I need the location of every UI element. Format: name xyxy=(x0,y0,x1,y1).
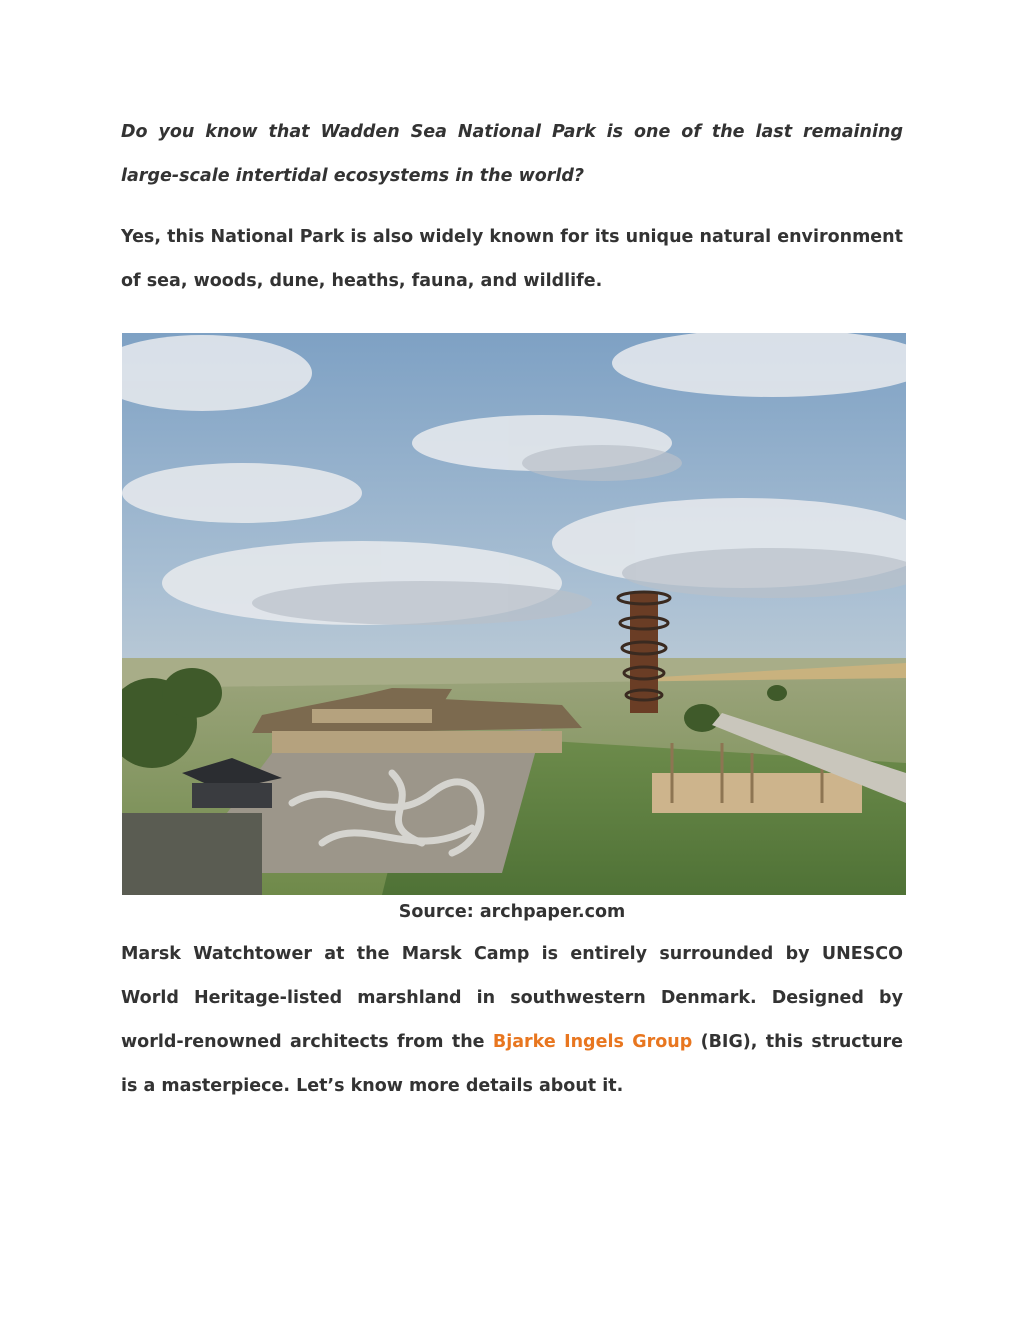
watchtower-photo xyxy=(122,333,906,895)
marsk-text-end: (BIG), this structure is a masterpiece. Let’s know more details about it. xyxy=(121,1032,903,1096)
bjarke-ingels-group-link[interactable]: Bjarke Ingels Group xyxy=(492,1032,693,1052)
intro-paragraph: Yes, this National Park is also widely known for its unique natural environment of sea, woods, dune, heaths, fauna, and wildlife. xyxy=(121,227,903,291)
question-paragraph: Do you know that Wadden Sea National Park is one of the last remaining large-scale intertidal ecosystems in the world? xyxy=(121,122,903,186)
image-caption: Source: archpaper.com xyxy=(398,902,626,922)
marsk-text-start: Marsk Watchtower at the Marsk Camp is entirely surrounded by UNESCO World Heritage-listed marshland in southwestern Denmark. Designed by world-renowned architects from the xyxy=(121,944,903,1052)
marsk-paragraph xyxy=(121,932,903,1108)
